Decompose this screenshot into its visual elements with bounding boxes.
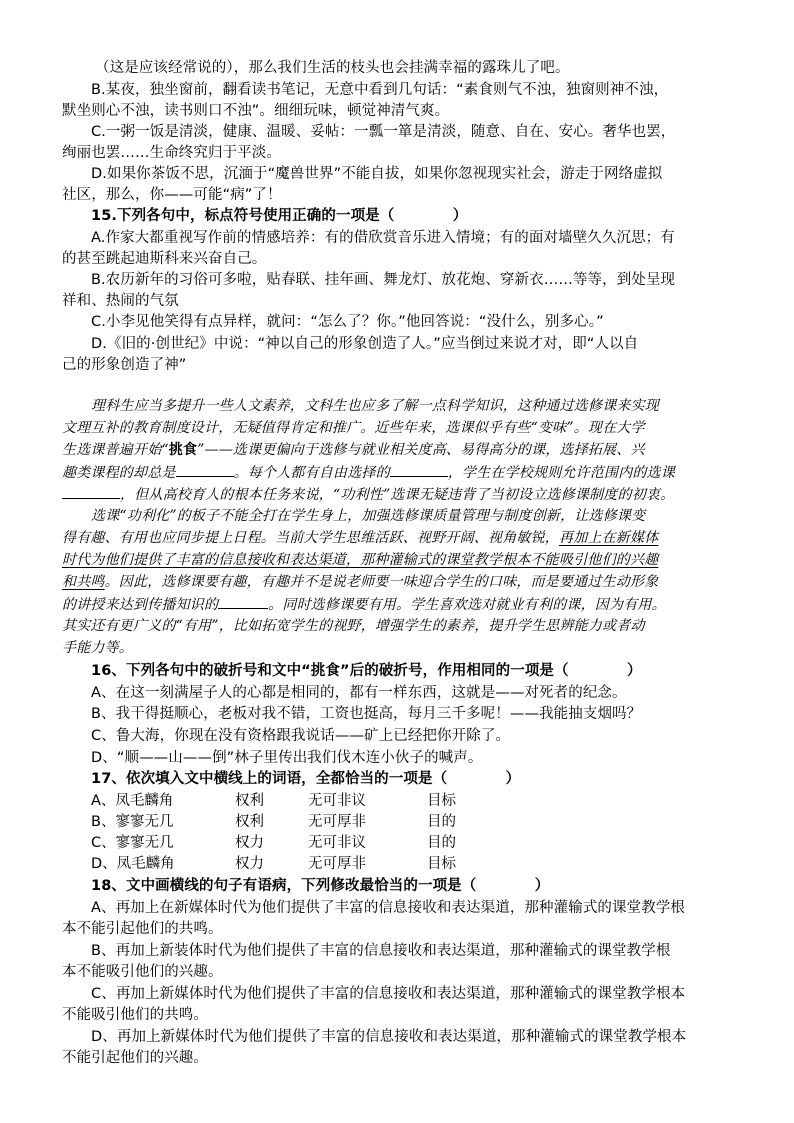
q17-option-row: D、凤毛麟角 权力 无可厚非 目标 [91,856,456,872]
text-line: （这是应该经常说的），那么我们生活的枝头也会挂满幸福的露珠儿了吧。 [95,60,570,76]
passage-line: 文理互补的教育制度设计，无疑值得肯定和推广。近些年来，选课似乎有些“变味”。现在大学 [62,420,645,436]
passage-line: 的讲授来达到传播知识的 。同时选修课要有用。学生喜欢选对就业有利的课，因为有用。 [62,594,666,615]
option-c-line: C.一粥一饭是清淡，健康、温暖、妥帖：一瓢一箪是清淡，随意、自在、安心。奢华也罢， [91,124,676,140]
text-line: 不能引起他们的兴趣。 [62,1050,208,1066]
passage-line: 选课“功利化”的板子不能全打在学生身上，加强选修课质量管理与制度创新，让选修课变 [91,508,646,524]
text-line: 社区，那么，你——可能“病”了！ [62,187,282,203]
q15-option-d: D.《旧的·创世纪》中说：“神以自己的形象创造了人。”应当倒过来说才对，即“人以自 [91,336,639,352]
passage-line: 手能力等。 [62,640,133,656]
option-d-line: D.如果你茶饭不思，沉湎于“魔兽世界”不能自拔，如果你忽视现实社会，游走于网络虚拟 [91,166,663,182]
question-18-stem: 18、文中画横线的句子有语病，下列修改最恰当的一项是（ ） [91,878,550,894]
passage-line: 其实还有更广义的“有用”，比如拓宽学生的视野，增强学生的素养，提升学生思辨能力或者动 [62,618,645,634]
text-line: 本不能吸引他们的兴趣。 [62,964,223,980]
q15-option-a: A.作家大都重视写作前的情感培养：有的借欣赏音乐进入情境；有的面对墙壁久久沉思；有 [91,230,675,246]
option-b-line: B.某夜，独坐窗前，翻看读书笔记，无意中看到几句话：“素食则气不浊，独窗则神不浊， [91,82,669,98]
question-16-stem: 16、下列各句中的破折号和文中“挑食”后的破折号，作用相同的一项是（ ） [91,663,642,679]
text-line: 己的形象创造了神” [62,357,187,373]
underlined-sentence: 时代为他们提供了丰富的信息接收和表达渠道，那种灌输式的课堂教学根本不能吸引他们的兴趣 [62,552,659,568]
underlined-sentence: 和共鸣 [62,574,105,590]
passage-line: 趣类课程的却总是 。每个人都有自由选择的 ，学生在学校规则允许范围内的选课 [62,462,675,483]
underlined-sentence: 再加上在新媒体 [559,530,659,546]
passage-line: 和共鸣。因此，选修课要有趣，有趣并不是说老师要一味迎合学生的口味，而是要通过生动形象 [62,574,659,590]
q16-option-b: B、我干得挺顺心，老板对我不错，工资也挺高，每月三千多呢！——我能抽支烟吗？ [91,706,642,722]
blank-4 [218,594,268,609]
q18-option-b: B、再加上新装体时代为他们提供了丰富的信息接收和表达渠道，那种灌输式的课堂教学根 [91,943,671,959]
text-line: 祥和、热闹的气氛 [62,293,179,309]
passage-line: 理科生应当多提升一些人文素养，文科生也应多了解一点科学知识，这种通过选修课来实现 [91,398,659,414]
text-line: 不能吸引他们的共鸣。 [62,1007,208,1023]
question-15-stem: 15.下列各句中，标点符号使用正确的一项是（ ） [91,208,468,224]
q18-option-c: C、再加上新媒体时代为他们提供了丰富的信息接收和表达渠道，那种灌输式的课堂教学根本 [91,986,686,1002]
text-line: 默坐则心不浊，读书则口不浊”。细细玩味，顿觉神清气爽。 [62,103,450,119]
q16-option-c: C、鲁大海，你现在没有资格跟我说话——矿上已经把你开除了。 [91,728,511,744]
blank-3 [62,484,120,499]
passage-line: ，但从高校育人的根本任务来说，“功利性”选课无疑违背了当初设立选修课制度的初衷。 [62,484,674,505]
q15-option-b: B.农历新年的习俗可多啦，贴春联、挂年画、舞龙灯、放花炮、穿新衣……等等，到处呈现 [91,272,676,288]
text-line: 本不能引起他们的共鸣。 [62,921,223,937]
q17-option-row: A、凤毛麟角 权利 无可非议 目标 [91,793,456,809]
blank-1 [176,462,234,477]
q16-option-a: A、在这一刻满屋子人的心都是相同的，都有一样东西，这就是——对死者的纪念。 [91,685,627,701]
q17-option-row: B、寥寥无几 权利 无可厚非 目的 [91,814,456,830]
question-17-stem: 17、依次填入文中横线上的词语，全都恰当的一项是（ ） [91,771,521,787]
q16-option-d: D、“顺——山——倒”林子里传出我们伐木连小伙子的喊声。 [91,750,483,766]
q18-option-a: A、再加上在新媒体时代为他们提供了丰富的信息接收和表达渠道，那种灌输式的课堂教学根 [91,900,686,916]
text-line: 的甚至跳起迪斯科来兴奋自己。 [62,251,267,267]
q15-option-c: C.小李见他笑得有点异样，就问：“怎么了？你。”他回答说：“没什么，别多心。” [91,314,604,330]
passage-line: 得有趣、有用也应同步提上日程。当前大学生思维活跃、视野开阔、视角敏锐，再加上在新媒体 [62,530,659,546]
blank-2 [390,462,448,477]
text-line: 绚丽也罢……生命终究归于平淡。 [62,145,281,161]
passage-line: 生选课普遍开始“挑食”——选课更偏向于选修与就业相关度高、易得高分的课，选择拓展、兴 [62,442,645,458]
q17-option-row: C、寥寥无几 权力 无可非议 目的 [91,835,456,851]
q18-option-d: D、再加上新媒体时代为他们提供了丰富的信息接收和表达渠道，那种灌输式的课堂教学根本 [91,1029,687,1045]
keyword-tiaoshi: 挑食 [168,442,198,458]
